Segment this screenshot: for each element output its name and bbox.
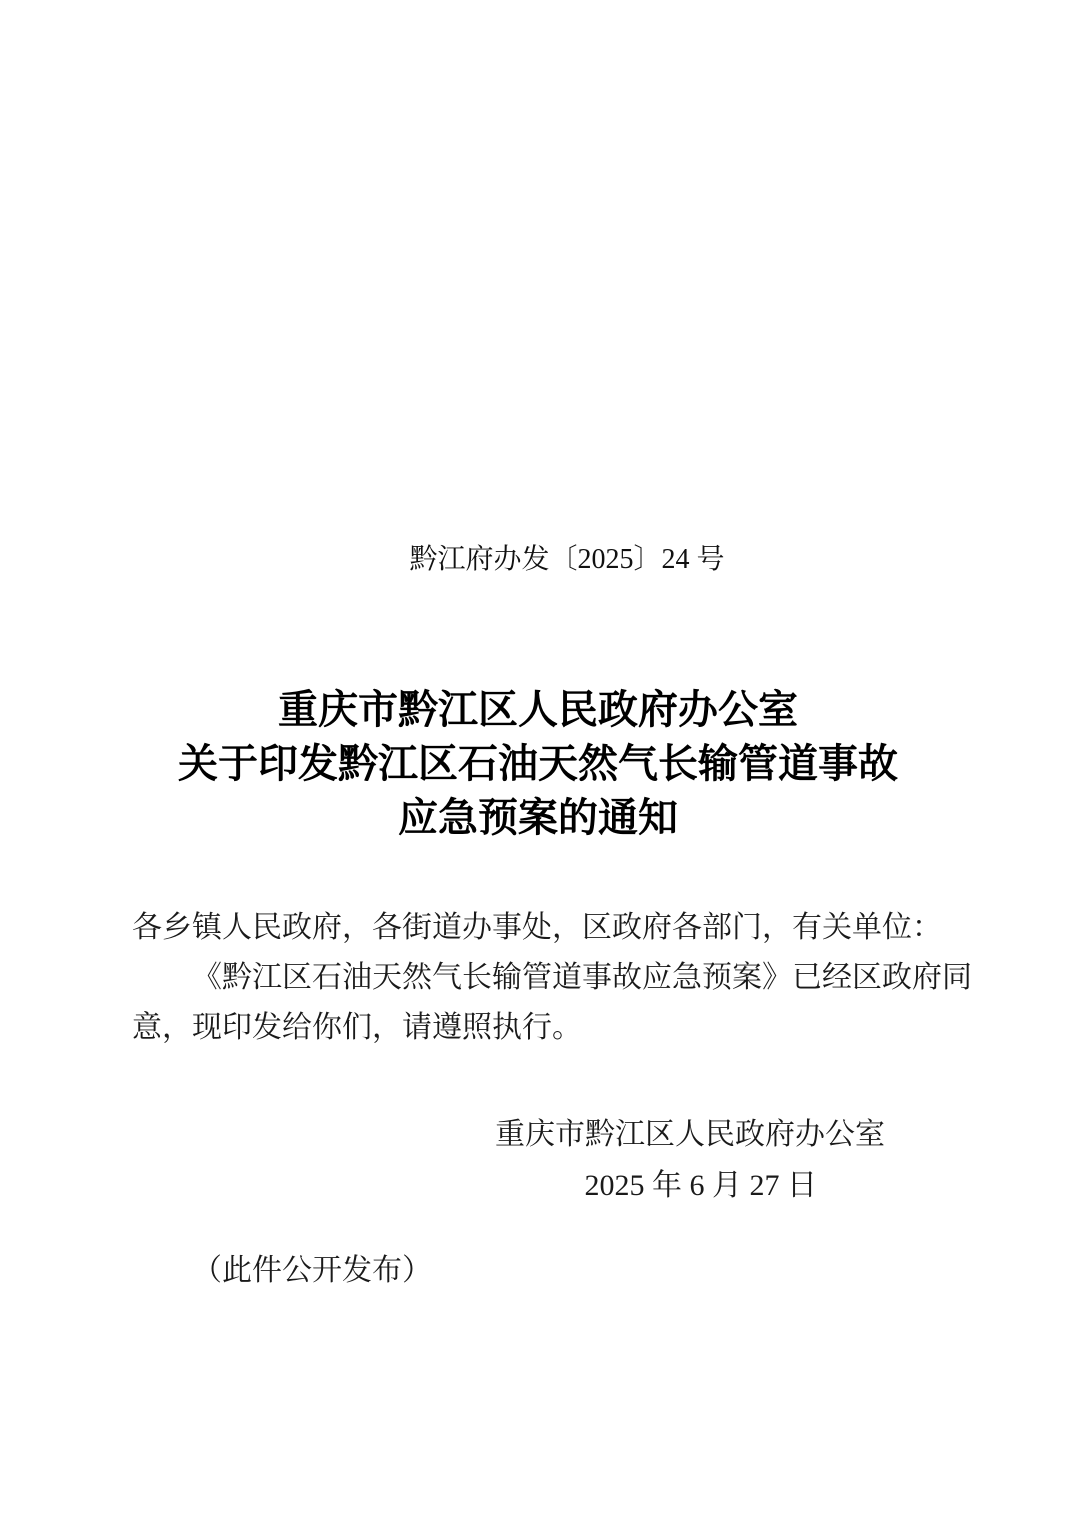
signature-issuing-office: 重庆市黔江区人民政府办公室 <box>495 1118 885 1151</box>
document-body <box>132 903 972 1053</box>
body-paragraph-line-1: 《黔江区石油天然气长输管道事故应急预案》已经区政府同 <box>192 961 972 994</box>
document-title <box>0 683 1076 845</box>
document-title-line-1: 重庆市黔江区人民政府办公室 <box>278 687 798 732</box>
body-salutation: 各乡镇人民政府，各街道办事处，区政府各部门，有关单位： <box>132 911 942 944</box>
signature-date: 2025 年 6 月 27 日 <box>584 1169 817 1202</box>
document-title-line-2: 关于印发黔江区石油天然气长输管道事故 <box>178 741 898 786</box>
document-reference-number: 黔江府办发〔2025〕24 号 <box>409 544 725 575</box>
public-release-note: （此件公开发布） <box>192 1254 432 1287</box>
document-title-line-3: 应急预案的通知 <box>398 795 678 840</box>
body-paragraph-line-2: 意，现印发给你们，请遵照执行。 <box>132 1011 582 1044</box>
